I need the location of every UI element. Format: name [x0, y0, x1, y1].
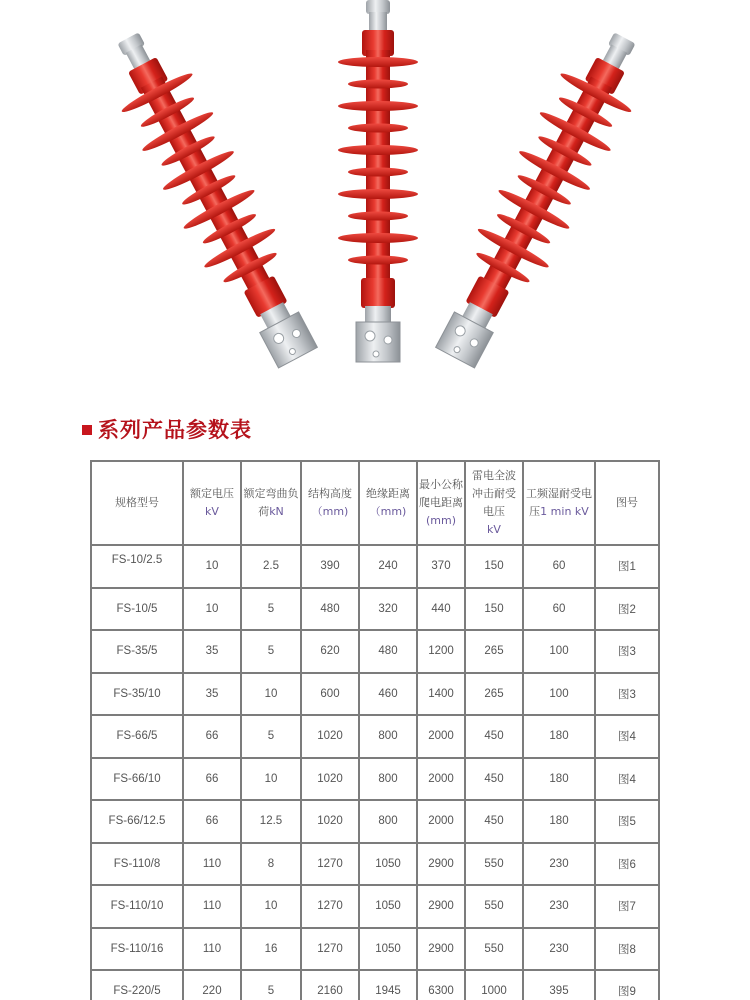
product-image-insulators: [0, 0, 750, 390]
cell-model: FS-220/5: [91, 970, 183, 1000]
cell: 2900: [417, 885, 465, 928]
cell-figure: 图2: [595, 588, 659, 631]
header-creepage-distance: 最小公称爬电距离 (mm): [417, 461, 465, 545]
cell: 180: [523, 758, 595, 801]
table-row: [91, 630, 659, 673]
cell: 66: [183, 758, 241, 801]
cell: 1270: [301, 885, 359, 928]
parameter-table: [90, 460, 660, 1000]
cell: 800: [359, 800, 417, 843]
cell: 220: [183, 970, 241, 1000]
cell: 1020: [301, 758, 359, 801]
cell: 480: [359, 630, 417, 673]
section-title: 系列产品参数表: [98, 418, 252, 442]
cell: 110: [183, 885, 241, 928]
cell: 1020: [301, 715, 359, 758]
header-figure-no: 图号: [595, 461, 659, 545]
cell: 5: [241, 715, 301, 758]
section-heading: [82, 414, 252, 444]
cell-figure: 图5: [595, 800, 659, 843]
cell: 265: [465, 630, 523, 673]
cell-figure: 图9: [595, 970, 659, 1000]
cell: 8: [241, 843, 301, 886]
cell: 100: [523, 673, 595, 716]
cell: 60: [523, 588, 595, 631]
cell: 460: [359, 673, 417, 716]
header-lightning-impulse: 雷电全波冲击耐受电压 kV: [465, 461, 523, 545]
cell-model: FS-66/12.5: [91, 800, 183, 843]
cell: 10: [183, 588, 241, 631]
table-row: [91, 928, 659, 971]
cell: 230: [523, 885, 595, 928]
cell: 5: [241, 630, 301, 673]
cell: 10: [241, 758, 301, 801]
cell-figure: 图4: [595, 758, 659, 801]
header-structure-height: 结构高度 （mm): [301, 461, 359, 545]
cell-figure: 图3: [595, 673, 659, 716]
cell: 230: [523, 928, 595, 971]
cell: 150: [465, 588, 523, 631]
cell: 150: [465, 545, 523, 588]
cell: 66: [183, 715, 241, 758]
cell: 12.5: [241, 800, 301, 843]
cell: 480: [301, 588, 359, 631]
cell-figure: 图7: [595, 885, 659, 928]
cell: 2160: [301, 970, 359, 1000]
cell-model: FS-10/2.5: [91, 545, 183, 588]
header-model: 规格型号: [91, 461, 183, 545]
cell-model: FS-35/5: [91, 630, 183, 673]
cell: 60: [523, 545, 595, 588]
cell-figure: 图8: [595, 928, 659, 971]
cell: 620: [301, 630, 359, 673]
cell: 1050: [359, 928, 417, 971]
cell: 2000: [417, 758, 465, 801]
cell: 370: [417, 545, 465, 588]
table-row: [91, 588, 659, 631]
cell: 395: [523, 970, 595, 1000]
cell: 1270: [301, 843, 359, 886]
table-row: [91, 715, 659, 758]
cell: 320: [359, 588, 417, 631]
cell: 10: [241, 885, 301, 928]
cell: 550: [465, 928, 523, 971]
cell: 240: [359, 545, 417, 588]
cell-figure: 图4: [595, 715, 659, 758]
cell-figure: 图6: [595, 843, 659, 886]
header-rated-voltage: 额定电压kV: [183, 461, 241, 545]
cell: 10: [241, 673, 301, 716]
cell: 2.5: [241, 545, 301, 588]
square-bullet-icon: [82, 425, 92, 435]
cell: 2900: [417, 843, 465, 886]
table-row: [91, 885, 659, 928]
cell: 1400: [417, 673, 465, 716]
cell: 450: [465, 715, 523, 758]
cell: 16: [241, 928, 301, 971]
cell-model: FS-110/10: [91, 885, 183, 928]
cell: 180: [523, 800, 595, 843]
cell: 35: [183, 630, 241, 673]
cell: 1200: [417, 630, 465, 673]
cell: 2900: [417, 928, 465, 971]
cell: 5: [241, 970, 301, 1000]
cell-model: FS-110/16: [91, 928, 183, 971]
cell: 110: [183, 843, 241, 886]
cell: 100: [523, 630, 595, 673]
cell: 450: [465, 758, 523, 801]
cell: 230: [523, 843, 595, 886]
cell: 1945: [359, 970, 417, 1000]
cell: 1020: [301, 800, 359, 843]
cell-model: FS-66/10: [91, 758, 183, 801]
cell: 66: [183, 800, 241, 843]
cell: 550: [465, 843, 523, 886]
cell-figure: 图1: [595, 545, 659, 588]
cell-model: FS-10/5: [91, 588, 183, 631]
cell: 390: [301, 545, 359, 588]
cell: 180: [523, 715, 595, 758]
cell-model: FS-35/10: [91, 673, 183, 716]
table-row: [91, 843, 659, 886]
table-row: [91, 800, 659, 843]
cell: 1000: [465, 970, 523, 1000]
header-wet-power-frequency: 工频湿耐受电压1 min kV: [523, 461, 595, 545]
cell: 6300: [417, 970, 465, 1000]
cell: 550: [465, 885, 523, 928]
cell-model: FS-66/5: [91, 715, 183, 758]
cell: 35: [183, 673, 241, 716]
table-row: [91, 545, 659, 588]
header-insulation-distance: 绝缘距离 （mm): [359, 461, 417, 545]
cell: 2000: [417, 800, 465, 843]
table-row: [91, 758, 659, 801]
cell: 1050: [359, 843, 417, 886]
cell: 1050: [359, 885, 417, 928]
cell: 440: [417, 588, 465, 631]
cell: 450: [465, 800, 523, 843]
cell: 1270: [301, 928, 359, 971]
header-bending-load: 额定弯曲负荷kN: [241, 461, 301, 545]
cell-figure: 图3: [595, 630, 659, 673]
cell-model: FS-110/8: [91, 843, 183, 886]
table-header-row: [91, 461, 659, 545]
cell: 110: [183, 928, 241, 971]
cell: 10: [183, 545, 241, 588]
cell: 5: [241, 588, 301, 631]
cell: 2000: [417, 715, 465, 758]
table-row: [91, 970, 659, 1000]
cell: 800: [359, 758, 417, 801]
cell: 265: [465, 673, 523, 716]
cell: 600: [301, 673, 359, 716]
table-row: [91, 673, 659, 716]
cell: 800: [359, 715, 417, 758]
